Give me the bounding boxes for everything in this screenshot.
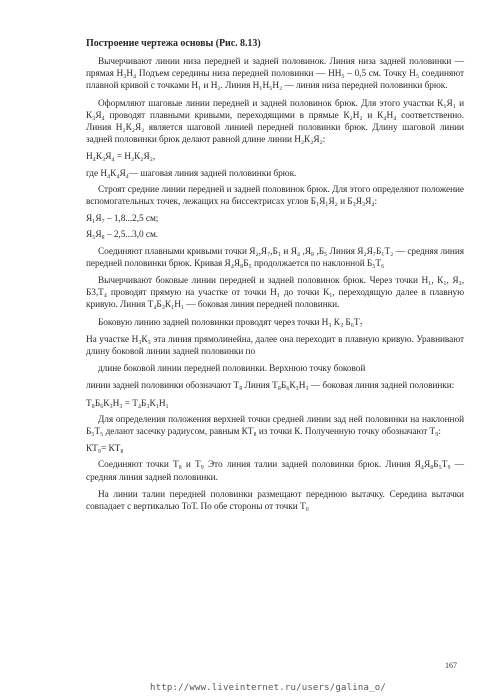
paragraph-side-lines: Вычерчивают боковые линии передней и задней половинок брюк. Через точки Н₁, К₁, Я₃, Б3,Т₄ проводят прямую на участке от точки Н₁ до точки К₁, переходящую далее в плавную кривую. Линия Т₄Б₃К₁Н₁ — боковая линия передней половинки. xyxy=(86,276,464,311)
paragraph-inseam-lines: Оформляют шаговые линии передней и задней половинок брюк. Для этого участки К₁Я₁ и К₃Я₄ проводят плавными кривыми, переходящими в прямые К₂Н₂ и К₄Н₄ соответственно. Линия Н₂К₂Я₂ является шаговой линией передней половинки брюк. Длину шаговой линии задней половинки брюк делают равной длине линии Н₂К₂Я₂: xyxy=(86,98,464,146)
paragraph-waist-line: Соединяют точки Т₈ и Т₉ Это линия талии задней половинки брюк. Линия Я₄Я₈Б₅Т₉ — средняя линия задней половинки. xyxy=(86,460,464,483)
page-content xyxy=(86,38,464,518)
paragraph-h3k3-segment: На участке Н₃К₃ эта линия прямолинейна, далее она переходит в плавную кривую. Уравнивают длину боковой линии задней половинки по xyxy=(86,334,464,358)
formula-side-equal: Т₈Б₆К₃Н₃ = Т₄Б₃К₁Н₁ xyxy=(86,398,169,409)
page-number: 167 xyxy=(445,661,457,670)
paragraph-connect-curves: Соединяют плавными кривыми точки Я₂,Я₇,Б₁ и Я₄ ,Я₈ ,Б₅ Линия Я₂Я₇Б₁Т₂ — средняя линия передней половинки брюк. Кривая Я₄Я₈Б₅ продолжается по наклонной Б₅Т₆ xyxy=(86,246,464,269)
paragraph-front-dart: На линии талии передней половинки размещают переднюю вытачку. Середина вытачки совпадает с вертикалью ТоТ. По обе стороны от точки Т₀ xyxy=(86,489,464,513)
paragraph-hem-lines: Вычерчивают линии низа передней и задней половинок. Линия низа задней половинки — прямая Н₃Н₄ Подъем середины низа передней половинки — НН₅ – 0,5 см. Точку Н₅ соединяют плавной кривой с точками Н₁ и Н₂. Линия Н₁Н₅Н₂ — линия низа передней половинки брюк. xyxy=(86,57,464,92)
paragraph-middle-lines: Строят средние линии передней и задней половинок брюк. Для этого определяют положение вспомогательных точек, лежащих на биссектрисах углов Б₁Я₁Я₂ и Б₃Я₃Я₄: xyxy=(86,184,464,208)
paragraph-side-length: длине боковой линии передней половинки. Верхнюю точку боковой xyxy=(98,364,366,375)
section-heading: Построение чертежа основы (Рис. 8.13) xyxy=(86,38,261,49)
paragraph-back-middle-top: Для определения положения верхней точки средней линии зад ней половинки на наклонной Б₅Т₅ делают засечку радиусом, равным КТ₈ из точки К. Полученную точку обозначают Т₉: xyxy=(86,414,464,438)
paragraph-back-side-line: Боковую линию задней половинки проводят через точки Н₃ К₃ Б₆Т₇ xyxy=(98,317,363,328)
footer-url: http://www.liveinternet.ru/users/galina_o/ xyxy=(150,683,386,693)
formula-ya5-ya8: Я₅Я₈ – 2,5...3,0 см. xyxy=(86,230,159,241)
formula-ya1-ya7: Я₁Я₇ – 1,8...2,5 см; xyxy=(86,214,159,225)
formula-kt9: КТ₉= КТ₈ xyxy=(86,444,124,455)
formula-inseam-equal: Н₄К₃Я₄ = Н₂К₂Я₂, xyxy=(86,152,156,163)
paragraph-top-point: линии задней половинки обозначают Т₈ Линия Т₈Б₆К₃Н₃ — боковая линия задней половинки: xyxy=(86,381,455,392)
formula-inseam-note: где Н₄К₄Я₄— шаговая линия задней половинки брюк. xyxy=(86,168,297,179)
